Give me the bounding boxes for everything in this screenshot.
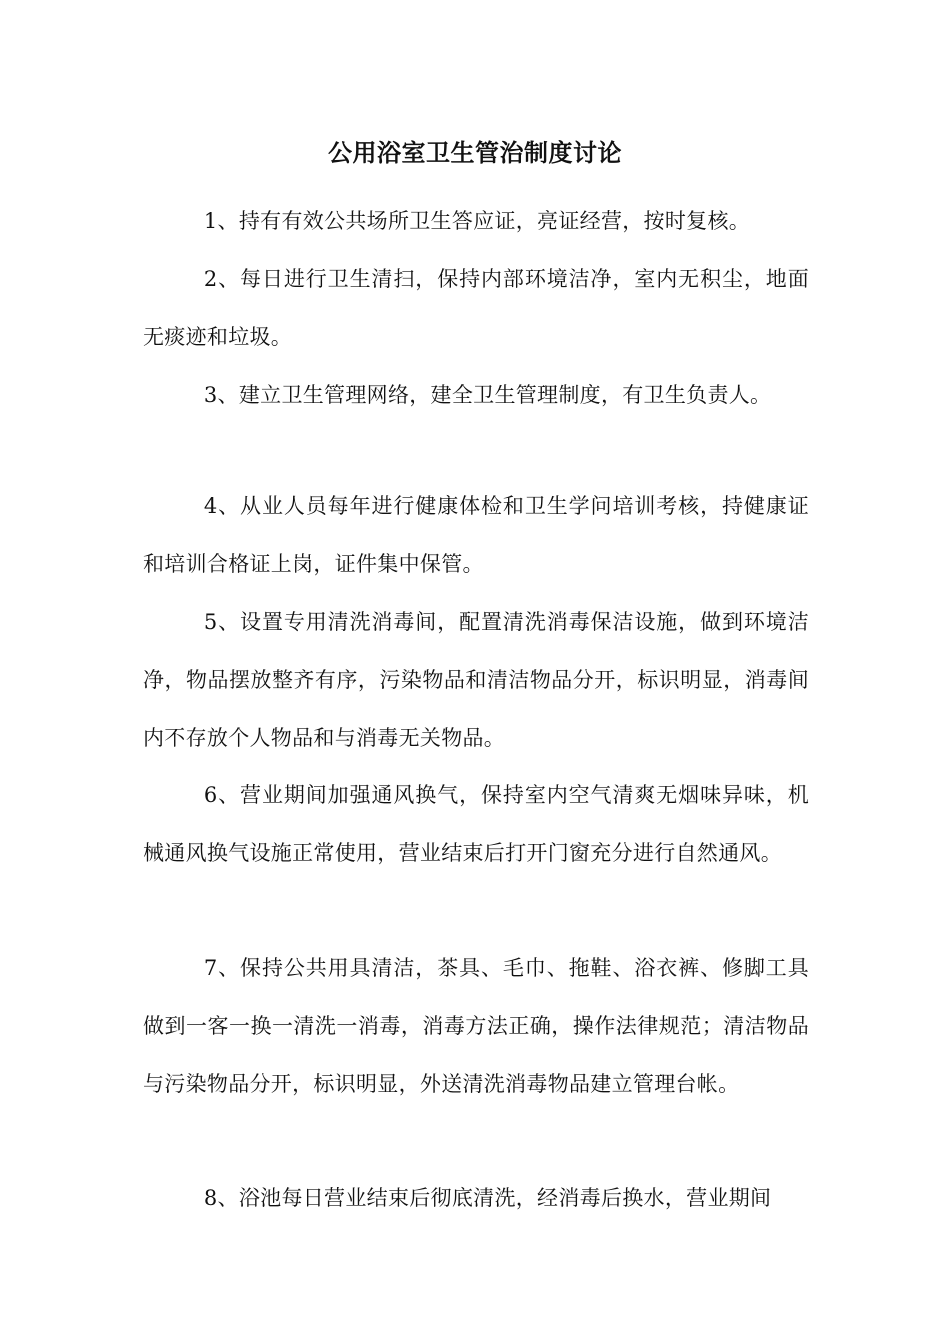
paragraph-4: 4、从业人员每年进行健康体检和卫生学问培训考核，持健康证和培训合格证上岗，证件集中保管。 <box>143 494 809 576</box>
paragraph-1: 1、持有有效公共场所卫生答应证，亮证经营，按时复核。 <box>203 209 751 233</box>
paragraph-7: 7、保持公共用具清洁，茶具、毛巾、拖鞋、浴衣裤、修脚工具做到一客一换一清洗一消毒，消毒方法正确，操作法律规范；清洁物品与污染物品分开，标识明显，外送清洗消毒物品建立管理台帐。 <box>143 956 809 1096</box>
paragraph-5: 5、设置专用清洗消毒间，配置清洗消毒保洁设施，做到环境洁净，物品摆放整齐有序，污染物品和清洁物品分开，标识明显，消毒间内不存放个人物品和与消毒无关物品。 <box>143 610 809 750</box>
document-title: 公用浴室卫生管治制度讨论 <box>328 138 622 167</box>
paragraph-6: 6、营业期间加强通风换气，保持室内空气清爽无烟味异味，机械通风换气设施正常使用，营业结束后打开门窗充分进行自然通风。 <box>143 783 809 865</box>
paragraph-8: 8、浴池每日营业结束后彻底清洗，经消毒后换水，营业期间 <box>203 1186 772 1210</box>
paragraph-3: 3、建立卫生管理网络，建全卫生管理制度，有卫生负责人。 <box>203 383 772 407</box>
paragraph-2: 2、每日进行卫生清扫，保持内部环境洁净，室内无积尘，地面无痰迹和垃圾。 <box>143 267 809 349</box>
